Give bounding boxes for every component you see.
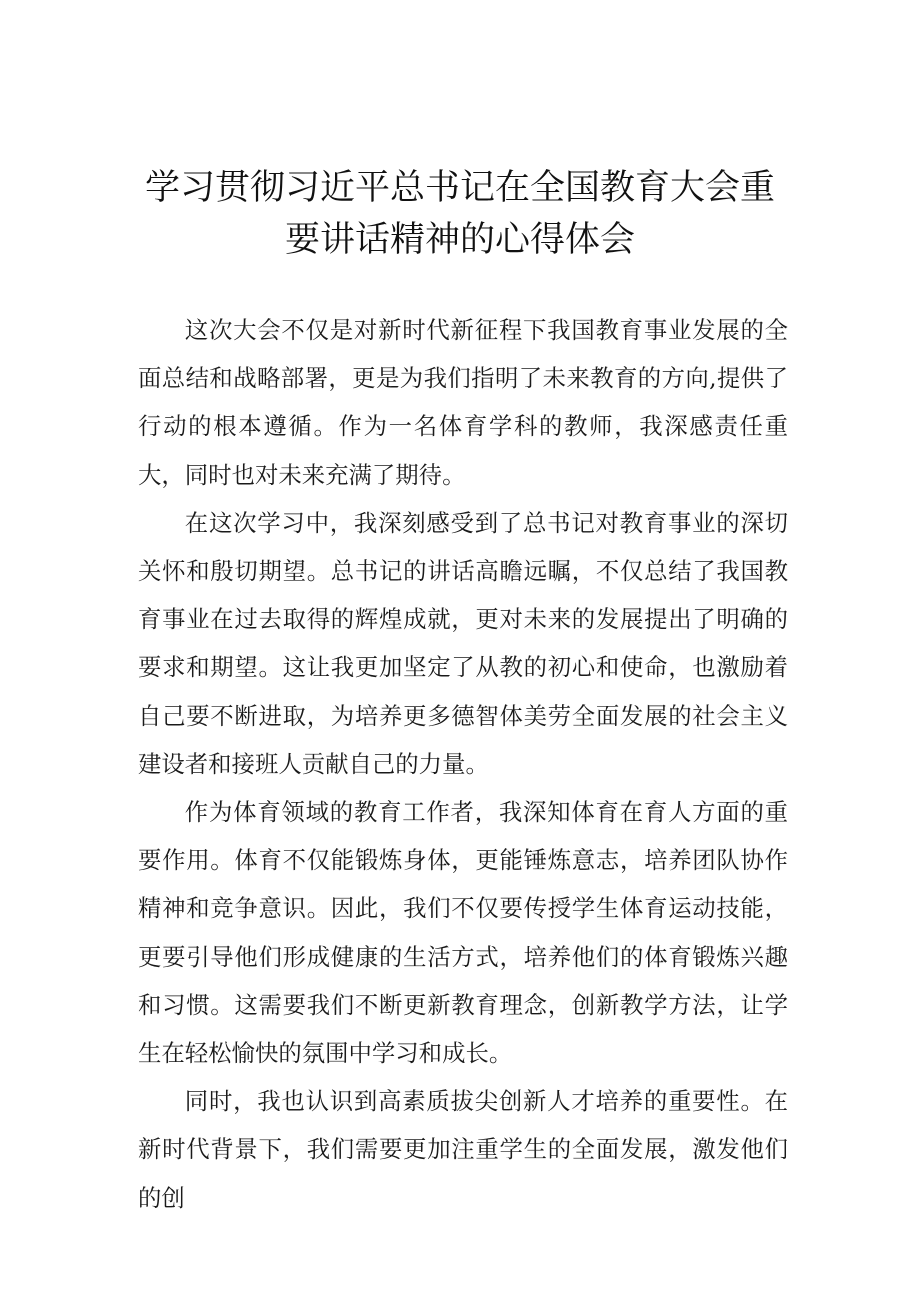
paragraph-4: 同时，我也认识到高素质拔尖创新人才培养的重要性。在新时代背景下，我们需要更加注重学生的全面发展，激发他们的创 bbox=[138, 1087, 788, 1212]
paragraph-1: 这次大会不仅是对新时代新征程下我国教育事业发展的全面总结和战略部署，更是为我们指明了未来教育的方向,提供了行动的根本遵循。作为一名体育学科的教师，我深感责任重大，同时也对未来充满了期待。 bbox=[138, 316, 788, 489]
paragraph-3: 作为体育领域的教育工作者，我深知体育在育人方面的重要作用。体育不仅能锻炼身体，更能锤炼意志，培养团队协作精神和竞争意识。因此，我们不仅要传授学生体育运动技能，更要引导他们形成健康的生活方式，培养他们的体育锻炼兴趣和习惯。这需要我们不断更新教育理念，创新教学方法，让学生在轻松愉快的氛围中学习和成长。 bbox=[138, 798, 788, 1068]
paragraph-2: 在这次学习中，我深刻感受到了总书记对教育事业的深切关怀和殷切期望。总书记的讲话高瞻远瞩，不仅总结了我国教育事业在过去取得的辉煌成就，更对未来的发展提出了明确的要求和期望。这让我更加坚定了从教的初心和使命，也激励着自己要不断进取，为培养更多德智体美劳全面发展的社会主义建设者和接班人贡献自己的力量。 bbox=[138, 508, 788, 778]
title-line-2: 要讲话精神的心得体会 bbox=[284, 220, 635, 260]
title-line-1: 学习贯彻习近平总书记在全国教育大会重 bbox=[144, 168, 775, 208]
document-body bbox=[138, 306, 788, 1222]
document-title bbox=[100, 162, 820, 266]
